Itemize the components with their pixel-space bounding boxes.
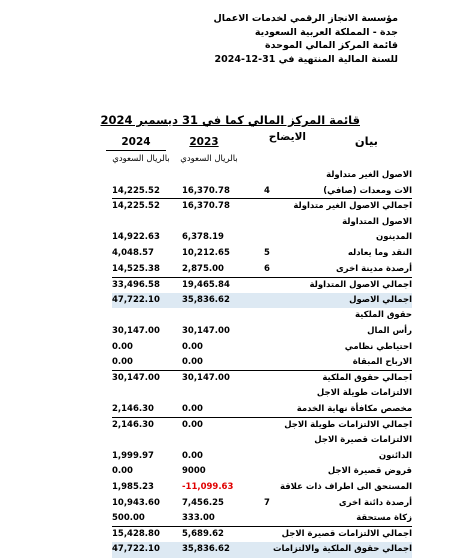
value-2024: 500.00 — [112, 513, 145, 524]
column-2023-header: 2023 — [189, 136, 219, 148]
table-row — [112, 449, 412, 465]
value-2023: 2,875.00 — [182, 263, 224, 274]
value-2023: 9000 — [182, 466, 206, 477]
table-row — [112, 215, 412, 231]
value-2024: 47,722.10 — [112, 294, 160, 305]
value-2024: 2,146.30 — [112, 419, 154, 430]
value-2023: 333.00 — [182, 513, 215, 524]
company-location: جدة - المملكة العربية السعودية — [254, 26, 398, 38]
column-2024-header: 2024 — [121, 136, 151, 148]
table-row — [112, 308, 412, 324]
value-2023: -11,099.63 — [182, 482, 234, 492]
table-row — [112, 464, 412, 480]
value-2024: 14,922.63 — [112, 232, 160, 243]
divider-2024 — [106, 150, 166, 151]
value-2024: 14,525.38 — [112, 263, 160, 274]
table-row — [112, 230, 412, 246]
value-2024: 33,496.58 — [112, 280, 160, 291]
notes-column-header: الايضاح — [268, 131, 306, 143]
row-label: قروض قصيرة الاجل — [327, 466, 412, 477]
report-title: قائمة المركز المالي كما في 31 ديسمبر 2024 — [100, 113, 360, 127]
row-note: 4 — [264, 185, 270, 196]
value-2024: 0.00 — [112, 466, 133, 477]
row-label: اجمالي الاصول المتداولة — [309, 280, 412, 291]
row-note: 6 — [264, 263, 270, 274]
value-2024: 1,985.23 — [112, 482, 154, 492]
row-label: اجمالي حقوق الملكية — [322, 372, 412, 383]
row-label: المدينون — [376, 232, 412, 243]
company-name: مؤسسة الانجاز الرقمي لخدمات الاعمال — [213, 13, 398, 24]
value-2024: 10,943.60 — [112, 497, 160, 508]
table-row — [112, 184, 412, 200]
table-row — [112, 199, 412, 215]
row-label: اجمالي الاصول — [349, 294, 412, 305]
table-row — [112, 371, 412, 387]
column-2023-currency: بالريال السعودي — [180, 154, 238, 164]
table-row — [112, 277, 412, 293]
row-label: الات ومعدات (صافي) — [323, 185, 412, 196]
table-row — [112, 246, 412, 262]
value-2024: 0.00 — [112, 341, 133, 352]
table-row — [112, 355, 412, 371]
table-row — [112, 527, 412, 543]
table-row — [112, 168, 412, 184]
value-2024: 14,225.52 — [112, 201, 160, 212]
row-label: احتياطي نظامي — [344, 341, 412, 352]
row-label: الدائنون — [378, 450, 412, 461]
table-row — [112, 340, 412, 356]
table-row — [112, 511, 412, 527]
value-2024: 30,147.00 — [112, 372, 160, 383]
row-label: اجمالي الالتزامات طويلة الاجل — [284, 419, 412, 430]
row-label: الالتزامات طويلة الاجل — [316, 388, 412, 399]
table-row — [112, 386, 412, 402]
value-2023: 0.00 — [182, 450, 203, 461]
value-2023: 35,836.62 — [182, 544, 230, 555]
table-row — [112, 262, 412, 278]
row-label: الاصول المتداولة — [342, 216, 412, 227]
row-label: المستحق الى اطراف ذات علاقة — [279, 482, 412, 492]
row-note: 7 — [264, 497, 270, 508]
fiscal-year: للسنة المالية المنتهية في 31-12-2024 — [214, 53, 398, 65]
value-2024: 1,999.97 — [112, 450, 154, 461]
value-2024: 0.00 — [112, 357, 133, 368]
value-2023: 19,465.84 — [182, 280, 230, 291]
column-2024-currency: بالريال السعودي — [112, 154, 170, 164]
row-label: مخصص مكافأة نهاية الخدمة — [296, 404, 412, 414]
value-2023: 16,370.78 — [182, 185, 230, 196]
table-row — [112, 324, 412, 340]
value-2023: 30,147.00 — [182, 326, 230, 336]
table-row — [112, 402, 412, 418]
table-row — [112, 542, 412, 558]
row-label: اجمالي الاصول الغير متداولة — [293, 201, 412, 212]
statement-name: قائمة المركز المالي الموحدة — [265, 40, 398, 51]
row-label: اجمالي الالتزامات قصيرة الاجل — [281, 528, 412, 539]
value-2023: 16,370.78 — [182, 201, 230, 212]
row-label: أرصدة دائنة اخرى — [338, 497, 412, 508]
value-2023: 7,456.25 — [182, 497, 224, 508]
row-label: الالتزامات قصيرة الاجل — [314, 435, 412, 446]
value-2023: 0.00 — [182, 404, 203, 414]
value-2023: 0.00 — [182, 419, 203, 430]
value-2024: 4,048.57 — [112, 248, 154, 258]
row-label: الارباح المبقاة — [352, 357, 412, 368]
table-row — [112, 496, 412, 512]
table-row — [112, 418, 412, 434]
value-2024: 47,722.10 — [112, 544, 160, 555]
value-2023: 5,689.62 — [182, 528, 224, 539]
row-label: أرصدة مدينة اخرى — [336, 263, 412, 274]
value-2024: 15,428.80 — [112, 528, 160, 539]
row-label: النقد وما يعادله — [347, 248, 412, 258]
row-note: 5 — [264, 248, 270, 258]
row-label: حقوق الملكية — [355, 310, 412, 321]
description-column-header: بيان — [354, 134, 378, 148]
value-2023: 6,378.19 — [182, 232, 224, 243]
value-2023: 10,212.65 — [182, 248, 230, 258]
value-2023: 0.00 — [182, 341, 203, 352]
company-header — [214, 12, 398, 66]
row-label: اجمالي حقوق الملكية والالتزامات — [273, 544, 412, 555]
value-2023: 0.00 — [182, 357, 203, 368]
row-label: رأس المال — [367, 326, 412, 336]
row-label: الاصول الغير متداولة — [326, 170, 412, 180]
table-row — [112, 433, 412, 449]
value-2023: 35,836.62 — [182, 294, 230, 305]
table-row — [112, 480, 412, 496]
value-2024: 14,225.52 — [112, 185, 160, 196]
value-2024: 2,146.30 — [112, 404, 154, 414]
value-2023: 30,147.00 — [182, 372, 230, 383]
value-2024: 30,147.00 — [112, 326, 160, 336]
table-row — [112, 293, 412, 309]
row-label: زكاة مستحقة — [356, 513, 412, 524]
